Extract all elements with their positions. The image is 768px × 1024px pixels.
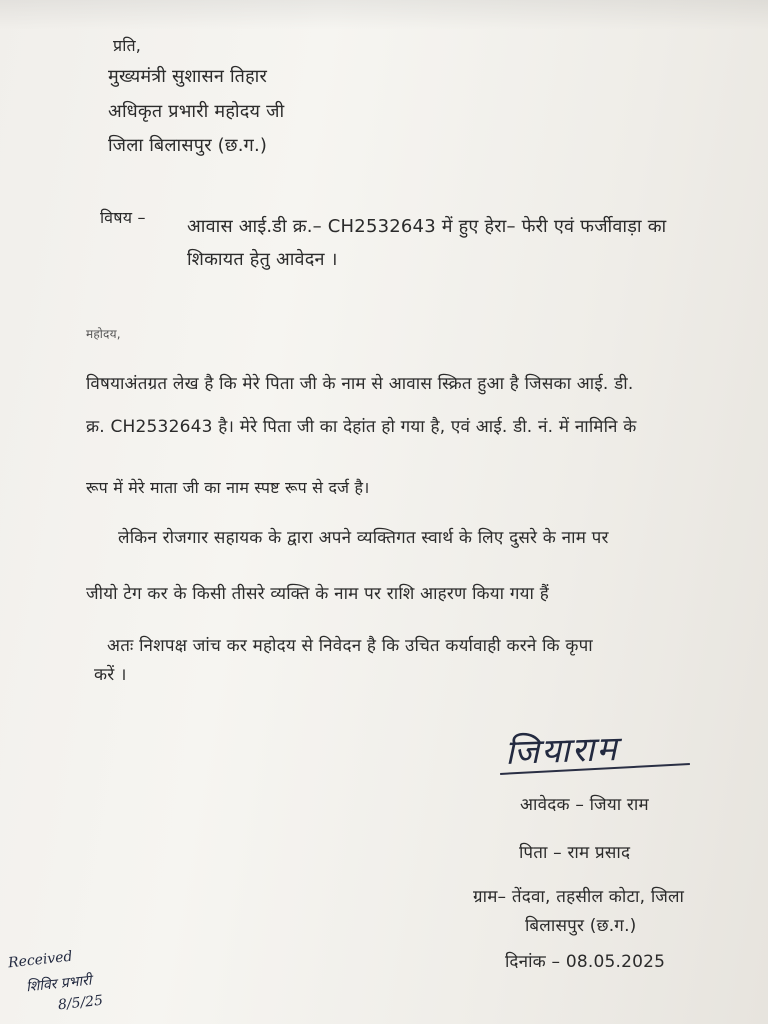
letter-date: दिनांक – 08.05.2025: [505, 952, 666, 972]
body-line-4: लेकिन रोजगार सहायक के द्वारा अपने व्यक्तिगत स्वार्थ के लिए दुसरे के नाम पर: [118, 528, 609, 548]
addressee-line-2: अधिकृत प्रभारी महोदय जी: [108, 101, 285, 122]
salutation: महोदय,: [86, 327, 121, 341]
body-line-1: विषयाअंतग्रत लेख है कि मेरे पिता जी के नाम से आवास स्क्रित हुआ है जिसका आई. डी.: [86, 374, 634, 394]
father-name: पिता – राम प्रसाद: [519, 843, 631, 863]
address-line-2: बिलासपुर (छ.ग.): [525, 916, 637, 936]
page-shadow: [0, 0, 768, 30]
body-line-7: करें ।: [94, 665, 127, 685]
addressee-line-3: जिला बिलासपुर (छ.ग.): [108, 135, 268, 156]
subject-label: विषय –: [100, 208, 146, 227]
received-note-line-1: Received: [7, 948, 74, 972]
body-line-3: रूप में मेरे माता जी का नाम स्पष्ट रूप से दर्ज है।: [86, 478, 370, 497]
addressee-line-1: मुख्यमंत्री सुशासन तिहार: [108, 66, 268, 87]
handwritten-signature: जियाराम: [504, 729, 620, 773]
subject-line-2: शिकायत हेतु आवेदन ।: [187, 249, 338, 270]
received-note-line-3: 8/5/25: [57, 992, 104, 1014]
body-line-5: जीयो टेग कर के किसी तीसरे व्यक्ति के नाम पर राशि आहरण किया गया हैं: [86, 584, 549, 604]
applicant-name: आवेदक – जिया राम: [520, 795, 649, 815]
body-line-2: क्र. CH2532643 है। मेरे पिता जी का देहांत हो गया है, एवं आई. डी. नं. में नामिनि के: [86, 417, 637, 437]
subject-line-1: आवास आई.डी क्र.– CH2532643 में हुए हेरा– फेरी एवं फर्जीवाड़ा का: [187, 216, 667, 237]
received-note-line-2: शिविर प्रभारी: [25, 972, 93, 996]
body-line-6: अतः निशपक्ष जांच कर महोदय से निवेदन है कि उचित कर्यावाही करने कि कृपा: [107, 636, 593, 656]
address-line-1: ग्राम– तेंदवा, तहसील कोटा, जिला: [473, 887, 685, 907]
to-label: प्रति,: [113, 36, 142, 55]
